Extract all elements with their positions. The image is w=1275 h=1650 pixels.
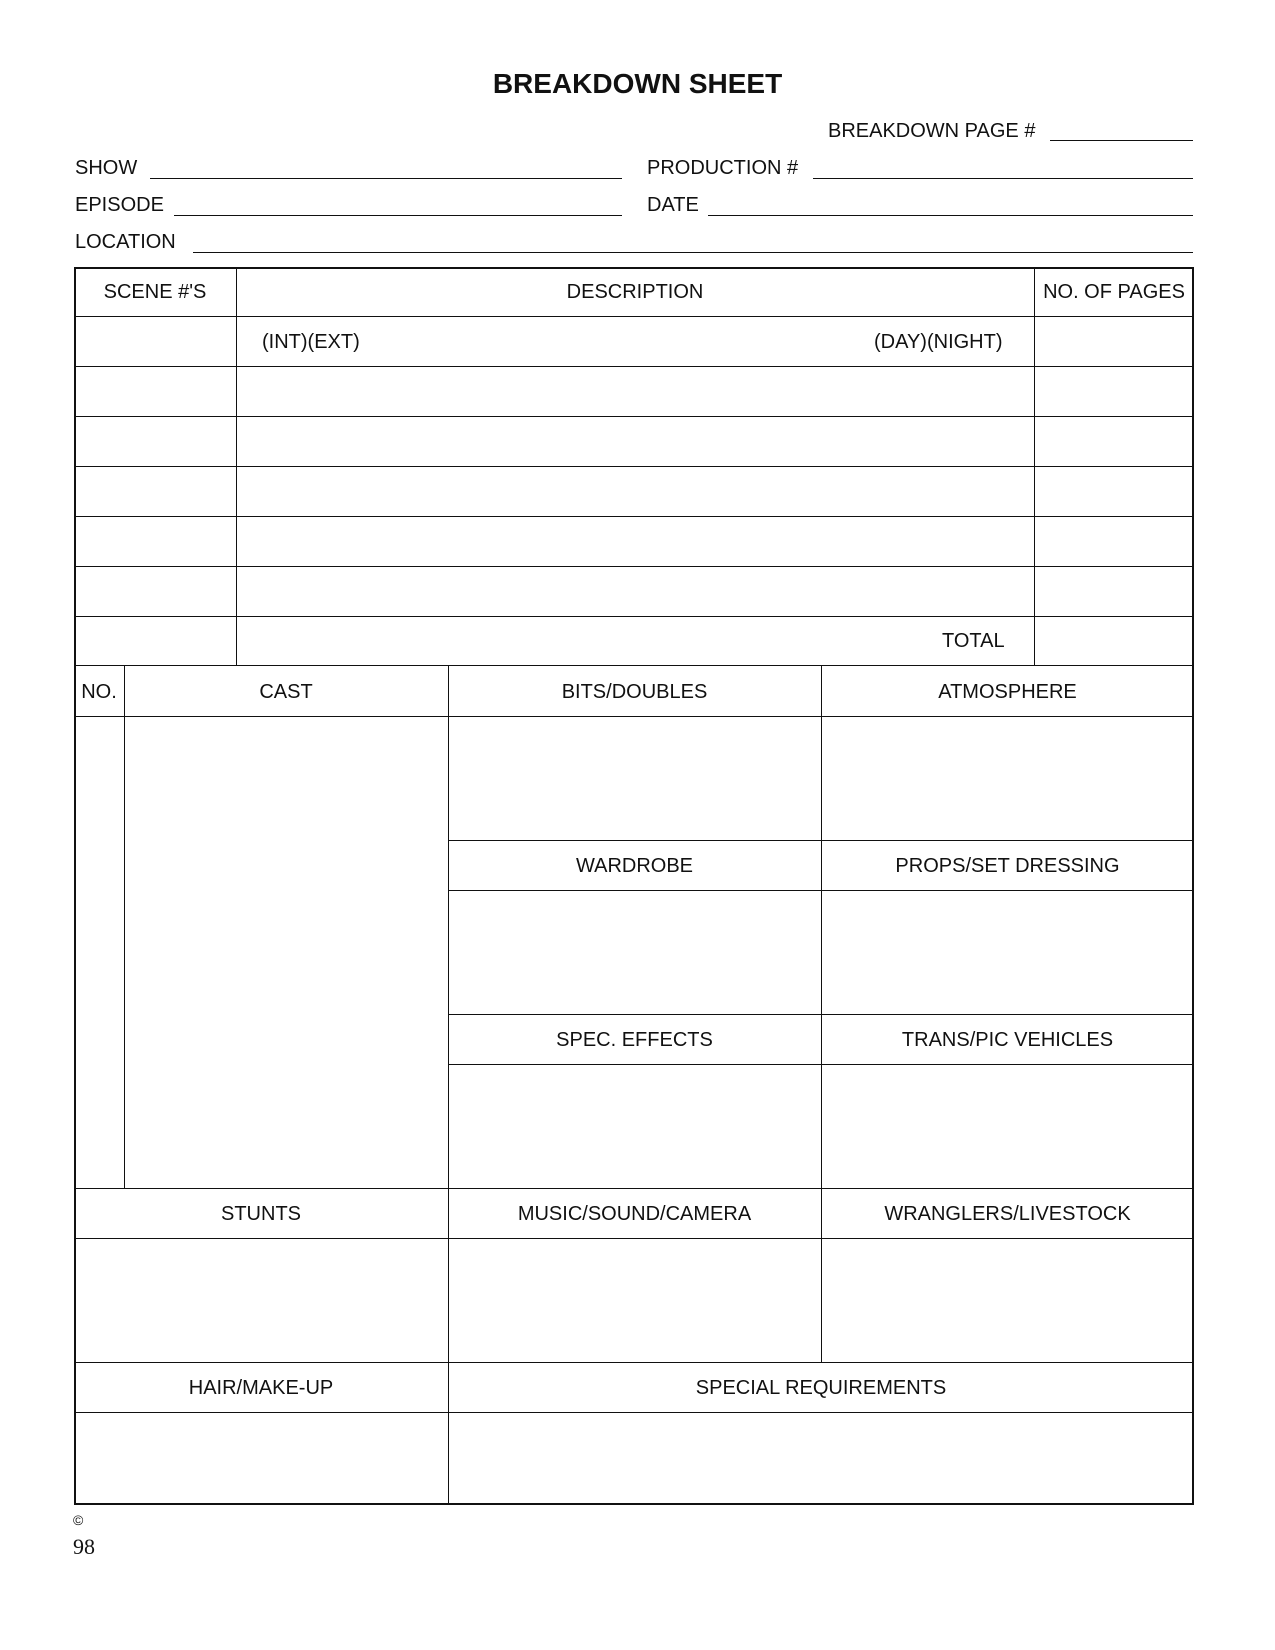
wranglers-livestock-header: WRANGLERS/LIVESTOCK [884, 1203, 1131, 1225]
episode-field[interactable] [174, 215, 622, 216]
hair-make-up-header: HAIR/MAKE-UP [188, 1377, 334, 1399]
page-number: 98 [73, 1534, 95, 1559]
music-sound-camera-header: MUSIC/SOUND/CAMERA [517, 1203, 752, 1225]
show-field[interactable] [150, 178, 622, 179]
no-of-pages-header: NO. OF PAGES [1043, 281, 1185, 303]
no-header: NO. [81, 681, 117, 703]
no-col-divider [124, 665, 125, 1188]
location-field[interactable] [193, 252, 1193, 253]
show-label: SHOW [75, 157, 138, 179]
trans-pic-vehicles-header: TRANS/PIC VEHICLES [901, 1029, 1114, 1051]
cast-header-divider [74, 716, 1194, 717]
scene-numbers-header: SCENE #'S [103, 281, 207, 303]
date-field[interactable] [708, 215, 1193, 216]
scene-table-bottom [74, 665, 1194, 666]
episode-label: EPISODE [75, 194, 164, 216]
scene-row-divider [74, 366, 1194, 367]
scene-row-divider [74, 616, 1194, 617]
scene-row-divider [74, 566, 1194, 567]
int-ext-label: (INT)(EXT) [262, 331, 360, 353]
section-divider [74, 1412, 1194, 1413]
breakdown-page-field[interactable] [1050, 140, 1193, 141]
scene-row-divider [74, 516, 1194, 517]
section-divider [74, 1362, 1194, 1363]
production-label: PRODUCTION # [647, 157, 799, 179]
page-title: BREAKDOWN SHEET [492, 68, 783, 99]
section-divider [74, 1238, 1194, 1239]
scene-row-divider [74, 416, 1194, 417]
breakdown-form [74, 267, 1194, 1505]
stunts-header: STUNTS [221, 1203, 301, 1225]
bits-doubles-header: BITS/DOUBLES [561, 681, 708, 703]
scene-header-divider [74, 316, 1194, 317]
description-header: DESCRIPTION [566, 281, 704, 303]
location-label: LOCATION [75, 231, 176, 253]
day-night-label: (DAY)(NIGHT) [874, 331, 1003, 353]
copyright-symbol: © [73, 1512, 84, 1528]
special-requirements-header: SPECIAL REQUIREMENTS [695, 1377, 947, 1399]
total-label: TOTAL [942, 630, 1005, 652]
spec-effects-header: SPEC. EFFECTS [556, 1029, 713, 1051]
scene-col-divider [236, 267, 237, 665]
cast-header: CAST [259, 681, 313, 703]
pages-col-divider [1034, 267, 1035, 665]
atmosphere-header: ATMOSPHERE [938, 681, 1077, 703]
section-divider [74, 1188, 1194, 1189]
breakdown-page-label: BREAKDOWN PAGE # [828, 120, 1036, 142]
production-field[interactable] [813, 178, 1193, 179]
wardrobe-header: WARDROBE [575, 855, 694, 877]
right-col-divider [821, 665, 822, 1362]
props-set-dressing-header: PROPS/SET DRESSING [895, 855, 1120, 877]
scene-row-divider [74, 466, 1194, 467]
date-label: DATE [647, 194, 699, 216]
